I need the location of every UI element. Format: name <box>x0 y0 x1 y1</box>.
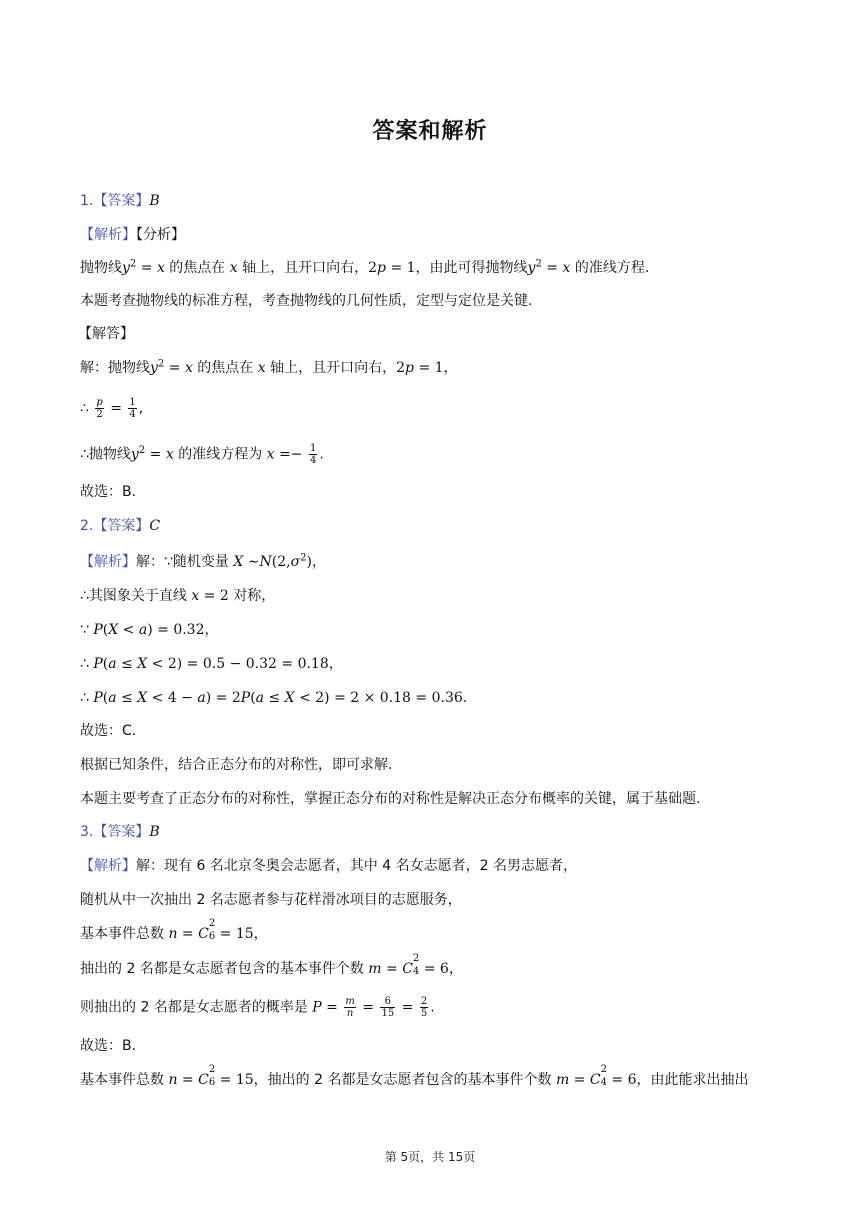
text: 轴上，且开口向右， <box>242 260 369 276</box>
text: ∵ <box>80 622 89 638</box>
q1-answer-value: B <box>149 193 160 209</box>
text: 的准线方程. <box>574 260 650 276</box>
q3-number: 3. <box>80 824 94 840</box>
q2-answer-tag: 【答案】 <box>93 518 150 534</box>
q1-solution-line-2: ∴ $\frac{p}{2}$ = $\frac{1}{4}$ , <box>80 397 144 420</box>
text: 解：现有 6 名北京冬奥会志愿者，其中 4 名女志愿者，2 名男志愿者， <box>136 858 577 874</box>
q1-fenxi-tag: 【分析】 <box>136 227 185 243</box>
q3-answer-tag: 【答案】 <box>93 824 150 840</box>
text: 基本事件总数 <box>80 1072 164 1088</box>
q2-analysis-tag: 【解析】 <box>80 554 136 570</box>
q2-line-3: ∵ P(X < a) = 0.32， <box>80 622 219 638</box>
q1-jieda-tag: 【解答】 <box>78 326 134 342</box>
text: ∴ <box>80 690 89 706</box>
q1-analysis-tag: 【解析】 <box>80 227 136 243</box>
page-footer: 第 5页，共 15页 <box>384 1150 476 1164</box>
q2-line-2: ∴其图象关于直线 x = 2 对称， <box>80 588 276 604</box>
text: 对称， <box>233 588 276 604</box>
q3-line-7: 基本事件总数 $n = C^2$ 6 = 15，抽出的 2 名都是女志愿者包含的基本事件个数 $m = C^2$ 4 = 6，由此能求出抽出 <box>80 1064 749 1088</box>
text: ，抽出的 2 名都是女志愿者包含的基本事件个数 <box>253 1072 552 1088</box>
text: 解：抛物线 <box>80 360 150 376</box>
text: ，由此能求出抽出 <box>636 1072 749 1088</box>
q3-line-3: 基本事件总数 $n = C^2$ 6 = 15， <box>80 918 268 942</box>
text: 抽出的 2 名都是女志愿者包含的基本事件个数 <box>80 961 364 977</box>
text: 解：∵随机变量 <box>136 554 229 570</box>
text: ，由此可得抛物线 <box>415 260 528 276</box>
q1-analysis-line-1: 抛物线$y^2 = x$ 的焦点在 x 轴上，且开口向右，2p = 1，由此可得抛物线$y^2 = x$ 的准线方程. <box>80 258 650 276</box>
q3-answer-line <box>80 822 160 842</box>
text: 的焦点在 <box>169 260 226 276</box>
text: ∴其图象关于直线 <box>80 588 187 604</box>
q3-answer-value: B <box>149 824 160 840</box>
text: 轴上，且开口向右， <box>270 360 397 376</box>
q2-line-8: 本题主要考查了正态分布的对称性，掌握正态分布的对称性是解决正态分布概率的关键，属于基础题. <box>80 791 701 807</box>
text: 的准线方程为 <box>178 446 263 463</box>
q2-answer-line <box>80 516 160 536</box>
text: 基本事件总数 <box>80 926 164 942</box>
text: ， <box>443 360 458 376</box>
text: 的焦点在 <box>197 360 254 376</box>
page-title: 答案和解析 <box>372 119 488 144</box>
q3-choose: 故选：B. <box>80 1038 137 1054</box>
q1-answer-tag: 【答案】 <box>93 193 150 209</box>
q2-line-5: ∴ P(a ≤ X < 4 − a) = 2P(a ≤ X < 2) = 2 × 0.18 = 0.36. <box>80 690 468 706</box>
text: ∴ <box>80 656 89 672</box>
q1-number: 1. <box>80 193 94 209</box>
q1-analysis-line-2: 本题考查抛物线的标准方程，考查抛物线的几何性质，定型与定位是关键. <box>80 293 533 309</box>
q1-solution-line-1: 解：抛物线$y^2 = x$ 的焦点在 x 轴上，且开口向右，2p = 1， <box>80 358 458 376</box>
q3-line-5: 则抽出的 2 名都是女志愿者的概率是 P = $\frac{m}{n}$ = $\frac{6}{15}$ = $\frac{2}{5}$ . <box>80 996 435 1019</box>
q3-line-1 <box>80 856 577 876</box>
q1-analysis-header <box>80 225 185 245</box>
q1-solution-line-3: ∴抛物线$y^2 = x$ 的准线方程为 x =− $\frac{1}{4}$ . <box>80 443 324 466</box>
q2-choose: 故选：C. <box>80 723 137 739</box>
q2-number: 2. <box>80 518 94 534</box>
q3-line-2: 随机从中一次抽出 2 名志愿者参与花样滑冰项目的志愿服务， <box>80 892 462 908</box>
text: ∴抛物线 <box>80 446 131 463</box>
text: 抛物线 <box>80 260 122 276</box>
q3-analysis-tag: 【解析】 <box>80 858 136 874</box>
q2-line-7: 根据已知条件，结合正态分布的对称性，即可求解. <box>80 757 393 773</box>
text: 则抽出的 2 名都是女志愿者的概率是 <box>80 999 308 1016</box>
q1-answer-line <box>80 191 160 211</box>
q2-answer-value: C <box>149 518 161 534</box>
q2-line-4: ∴ P(a ≤ X < 2) = 0.5 − 0.32 = 0.18， <box>80 656 343 672</box>
q3-line-4: 抽出的 2 名都是女志愿者包含的基本事件个数 $m = C^2$ 4 = 6， <box>80 953 463 977</box>
q2-line-1: 【解析】解：∵随机变量 X $\sim N(2,\sigma^2)$， <box>80 552 327 570</box>
q1-choose: 故选：B. <box>80 484 137 500</box>
